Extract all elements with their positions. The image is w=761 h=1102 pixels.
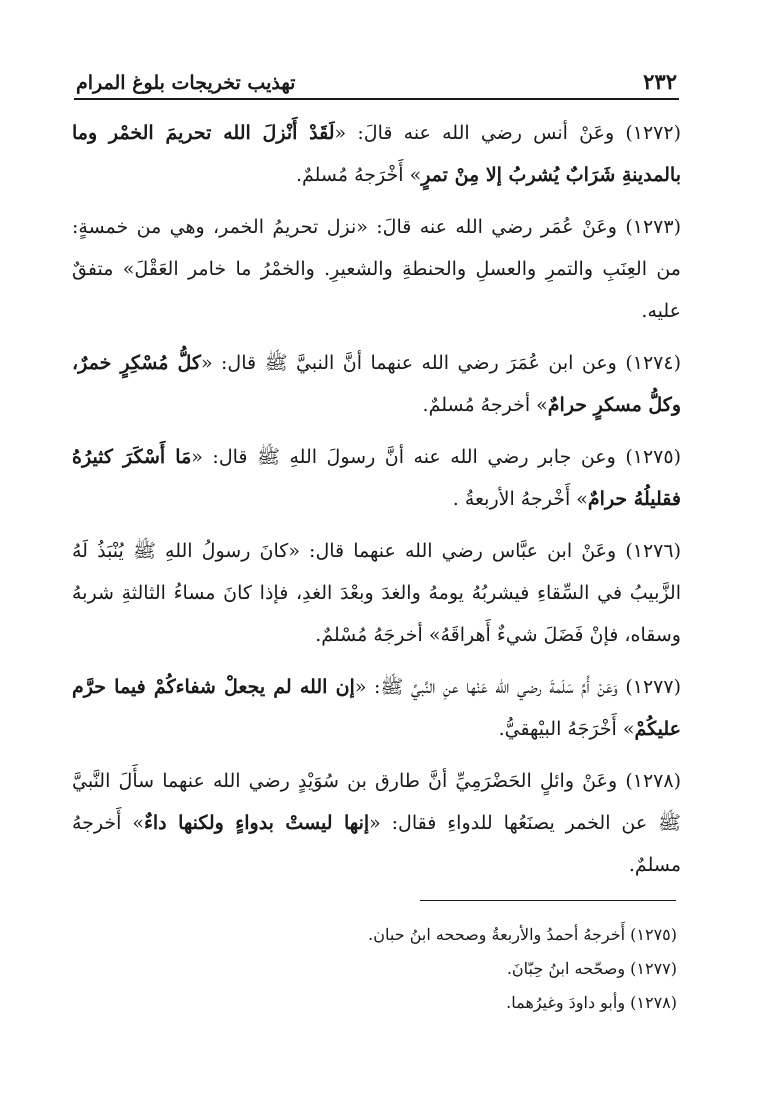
hadith-source: » أَخرجهُ مسلمٌ.	[72, 812, 681, 876]
hadith-text: إنها ليستْ بدواءٍ ولكنها داءٌ	[143, 812, 370, 834]
hadith-source: » أخرجَهُ مُسْلمٌ.	[315, 624, 441, 646]
footnote-rule	[420, 900, 676, 901]
hadith-source: » متفقٌ عليه.	[72, 258, 681, 322]
hadith-intro: وعن ابن عُمَرَ رضي الله عنهما أنَّ النبيَّ ﷺ قال: «	[200, 352, 617, 374]
hadith-intro: وعَنْ عُمَر رضي الله عنه قالَ: «	[356, 216, 617, 238]
hadith-number: (١٢٧٦)	[625, 540, 681, 562]
footnotes	[300, 918, 677, 1020]
hadith-source: » أَخْرَجَهُ البيْهقيُّ.	[498, 718, 635, 740]
hadith-intro: وعَنْ ابن عبَّاس رضي الله عنهما قال: «	[288, 540, 617, 562]
hadith-intro: وعَنْ وائلٍ الحَضْرَمِيِّ أنَّ طارق بن سُوَيْدٍ رضي الله عنهما سأَلَ النَّبيَّ ﷺ عن الخمر يصنَعُها للدواءِ فقال: «	[72, 770, 682, 834]
page-number: ٢٣٢	[643, 69, 677, 94]
hadith-number: (١٢٧٧)	[625, 676, 681, 698]
hadith-text: نزل تحريمُ الخمر، وهي من خمسةٍ: من العِنَبِ والتمرِ والعسلِ والحنطةِ والشعيرِ. والخمْرُ ما خامر العَقْلَ	[72, 216, 681, 280]
hadith-1275	[72, 436, 681, 520]
hadith-number: (١٢٧٤)	[625, 352, 681, 374]
hadith-number: (١٢٧٨)	[625, 770, 681, 792]
hadith-1278	[72, 760, 681, 886]
hadith-1273	[72, 206, 681, 332]
hadith-text: كلُّ مُسْكِرٍ خمرٌ، وكلُّ مسكرٍ حرامٌ	[72, 352, 681, 416]
hadith-1277	[72, 666, 681, 750]
footnote-1278: (١٢٧٨) وأبو داودَ وغيرُهما.	[506, 993, 677, 1012]
header-rule	[74, 98, 679, 100]
hadith-1272	[72, 112, 681, 196]
hadith-intro: وعَنْ أنس رضي الله عنه قالَ: «	[334, 122, 615, 144]
hadith-text: كانَ رسولُ اللهِ ﷺ يُنْبَذُ لَهُ الزَّبيبُ في السِّقاءِ فيشربُهُ يومهُ والغدَ وبعْدَ الغدِ، فإذا كانَ مساءُ الثالثةِ شربهُ وسقاه، فإنْ فَضَلَ شيءٌ أَهراقَهُ	[72, 540, 681, 646]
page-header	[76, 60, 677, 94]
hadith-number: (١٢٧٣)	[625, 216, 681, 238]
hadith-number: (١٢٧٢)	[625, 122, 682, 144]
footnote-1275: (١٢٧٥) أَخرجهُ أحمدُ والأربعةُ وصححه ابنُ حبان.	[368, 925, 677, 944]
hadith-text: لَقَدْ أَنْزلَ الله تحريمَ الخمْر وما بالمدينةِ شَرَابٌ يُشربُ إلا مِنْ تمرٍ	[72, 122, 681, 186]
hadith-source: » أَخْرَجهُ مُسلمٌ.	[295, 164, 422, 186]
hadith-text: إن الله لم يجعلْ شفاءكُمْ فيما حرَّم عليكُمْ	[72, 676, 681, 740]
running-title: تهذيب تخريجات بلوغ المرام	[76, 72, 296, 94]
hadith-intro: وعن جابر رضي الله عنه أنَّ رسولَ اللهِ ﷺ قال: «	[191, 446, 616, 468]
footnote-1277: (١٢٧٧) وصحّحه ابنُ حِبّانَ.	[506, 959, 677, 978]
hadith-1276	[72, 530, 681, 656]
page-body	[72, 112, 681, 896]
hadith-number: (١٢٧٥)	[625, 446, 681, 468]
hadith-source: » أَخْرجهُ الأربعةُ .	[452, 488, 588, 510]
hadith-source: » أخرجهُ مُسلمٌ.	[422, 394, 548, 416]
hadith-intro: وَعَنْ أُمِّ سَلَمةَ رضي الله عَنْها عنِ النَّبيِّ ﷺ: «	[354, 676, 618, 698]
hadith-1274	[72, 342, 681, 426]
hadith-text: مَا أَسْكَرَ كثيرُهُ فقليلُهُ حرامٌ	[72, 446, 681, 510]
